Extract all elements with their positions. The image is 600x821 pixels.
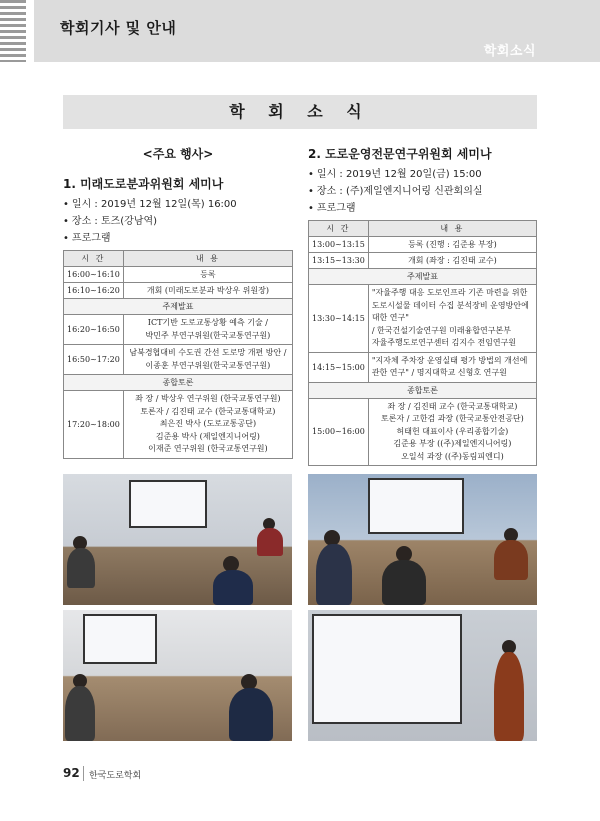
page-title: 학 회 소 식: [63, 95, 537, 129]
table-row: 16:50~17:20 남북경협대비 수도권 간선 도로망 개편 방안 / 이종훈 부연구위원(한국교통연구원): [64, 345, 293, 375]
seminar2-program-table: [308, 220, 537, 466]
seminar1-heading: 1. 미래도로분과위원회 세미나: [63, 177, 224, 191]
table-row: 15:00~16:00 좌 장 / 김진태 교수 (한국교통대학교) 토론자 / 고한검 과장 (한국교통안전공단) 허태헌 대표이사 (우리종합기술) 김준용 부장 ((주)제일엔지니어링) 오일석 과장 ((주)동림피엔디): [309, 398, 537, 466]
table-row: 13:15~13:30 개회 (좌장 : 김진태 교수): [309, 253, 537, 269]
footer-divider: [83, 766, 84, 781]
header-stripes: [0, 0, 26, 62]
seminar1-place: • 장소 : 토즈(강남역): [63, 216, 158, 227]
seminar2-photo-2: [308, 610, 537, 741]
header-title: 학회기사 및 안내: [60, 19, 177, 37]
seminar2-program-label: • 프로그램: [308, 203, 356, 214]
seminar1-date: • 일시 : 2019년 12월 12일(목) 16:00: [63, 199, 237, 210]
table-header-content: 내 용: [123, 251, 292, 267]
table-row: 16:00~16:10 등록: [64, 267, 293, 283]
table-section-row: 종합토론: [64, 375, 293, 391]
seminar2-heading: 2. 도로운영전문연구위원회 세미나: [308, 147, 492, 161]
table-section-row: 종합토론: [309, 382, 537, 398]
page-number: 92: [63, 766, 80, 780]
table-row: 17:20~18:00 좌 장 / 박상우 연구위원 (한국교통연구원) 토론자 / 김진태 교수 (한국교통대학교) 최은진 박사 (도로교통공단) 김준용 박사 (제일엔지니어링) 이재준 연구위원 (한국교통연구원): [64, 391, 293, 459]
seminar1-photo-1: [63, 474, 292, 605]
seminar1-program-table: [63, 250, 293, 459]
header-section-label: 학회소식: [483, 44, 536, 59]
table-header-content: 내 용: [368, 221, 536, 237]
table-header-time: 시 간: [64, 251, 124, 267]
table-section-row: 주제발표: [64, 299, 293, 315]
table-row: 13:00~13:15 등록 (진행 : 김준용 부장): [309, 237, 537, 253]
table-row: 16:10~16:20 개회 (미래도로분과 박상우 위원장): [64, 283, 293, 299]
projector-screen: [83, 614, 157, 664]
seminar2-place: • 장소 : (주)제일엔지니어링 신관회의실: [308, 186, 483, 197]
main-event-heading: <주요 행사>: [142, 147, 214, 161]
projector-screen: [368, 478, 464, 534]
seminar1-photo-2: [63, 610, 292, 741]
table-section-row: 주제발표: [309, 269, 537, 285]
seminar2-column: [308, 145, 537, 466]
table-row: 16:20~16:50 ICT기반 도로교통상황 예측 기술 / 박민주 부연구위원(한국교통연구원): [64, 315, 293, 345]
seminar2-date: • 일시 : 2019년 12월 20일(금) 15:00: [308, 169, 482, 180]
table-row: 14:15~15:00 "지자체 주차장 운영실태 평가 방법의 개선에 관한 연구" / 명지대학교 신형호 연구원: [309, 352, 537, 382]
table-row: 13:30~14:15 "자율주행 대응 도로인프라 기존 마련을 위한 도로시설물 데이터 수집 분석장비 운영방안에 대한 연구" / 한국건설기술연구원 미래융합연구본부 자율주행도로연구센터 김지수 전임연구원: [309, 285, 537, 353]
seminar1-program-label: • 프로그램: [63, 233, 111, 244]
seminar2-photo-1: [308, 474, 537, 605]
seminar1-column: [63, 145, 293, 459]
projector-screen: [312, 614, 462, 724]
footer-society-name: 한국도로학회: [89, 771, 142, 781]
projector-screen: [129, 480, 207, 528]
table-header-time: 시 간: [309, 221, 369, 237]
